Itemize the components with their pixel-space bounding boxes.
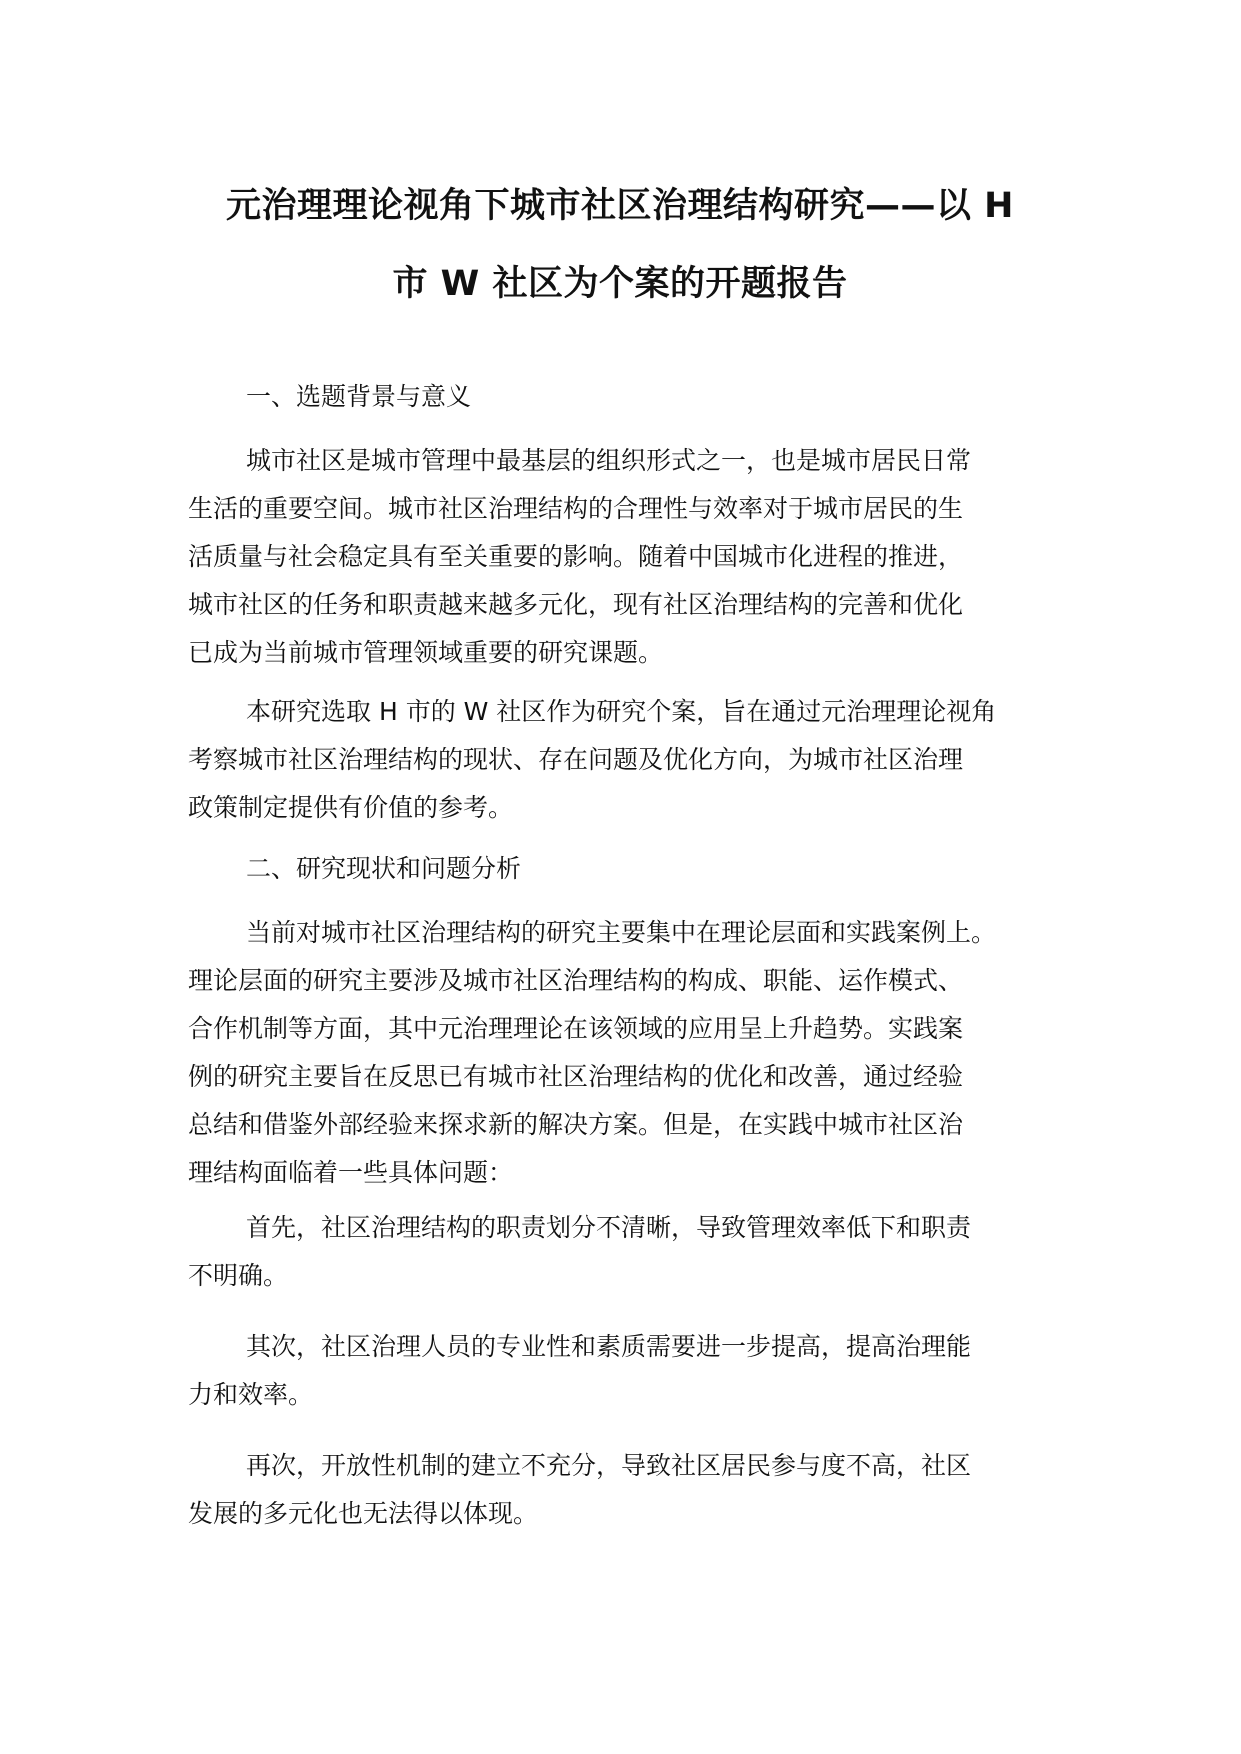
paragraph-line: 总结和借鉴外部经验来探求新的解决方案。但是，在实践中城市社区治 xyxy=(188,1110,964,1139)
paragraph-line: 当前对城市社区治理结构的研究主要集中在理论层面和实践案例上。 xyxy=(246,918,997,947)
paragraph-line: 理结构面临着一些具体问题： xyxy=(188,1158,514,1187)
paragraph-problem-first xyxy=(188,1204,1068,1300)
paragraph-line: 例的研究主要旨在反思已有城市社区治理结构的优化和改善，通过经验 xyxy=(188,1062,964,1091)
paragraph-line: 已成为当前城市管理领域重要的研究课题。 xyxy=(188,638,664,667)
section-heading-status: 二、研究现状和问题分析 xyxy=(246,854,522,883)
paragraph-background xyxy=(188,437,1068,677)
paragraph-line: 考察城市社区治理结构的现状、存在问题及优化方向，为城市社区治理 xyxy=(188,745,964,774)
paragraph-line: 城市社区的任务和职责越来越多元化，现有社区治理结构的完善和优化 xyxy=(188,590,964,619)
paragraph-line: 合作机制等方面，其中元治理理论在该领域的应用呈上升趋势。实践案 xyxy=(188,1014,964,1043)
paragraph-line: 政策制定提供有价值的参考。 xyxy=(188,793,514,822)
paragraph-line: 理论层面的研究主要涉及城市社区治理结构的构成、职能、运作模式、 xyxy=(188,966,964,995)
paragraph-line: 再次，开放性机制的建立不充分，导致社区居民参与度不高，社区 xyxy=(246,1451,972,1480)
paragraph-line: 本研究选取 H 市的 W 社区作为研究个案，旨在通过元治理理论视角 xyxy=(246,697,997,726)
paragraph-line: 不明确。 xyxy=(188,1261,289,1290)
paragraph-purpose xyxy=(188,688,1068,832)
section-heading-background: 一、选题背景与意义 xyxy=(246,382,472,411)
paragraph-research-status xyxy=(188,909,1068,1197)
paragraph-line: 生活的重要空间。城市社区治理结构的合理性与效率对于城市居民的生 xyxy=(188,494,964,523)
paragraph-line: 城市社区是城市管理中最基层的组织形式之一，也是城市居民日常 xyxy=(246,446,972,475)
document-title-line-1: 元治理理论视角下城市社区治理结构研究——以 H xyxy=(226,186,1014,226)
paragraph-line: 活质量与社会稳定具有至关重要的影响。随着中国城市化进程的推进， xyxy=(188,542,964,571)
paragraph-problem-second xyxy=(188,1323,1068,1419)
paragraph-line: 力和效率。 xyxy=(188,1380,314,1409)
paragraph-problem-third xyxy=(188,1442,1068,1538)
paragraph-line: 其次，社区治理人员的专业性和素质需要进一步提高，提高治理能 xyxy=(246,1332,972,1361)
paragraph-line: 发展的多元化也无法得以体现。 xyxy=(188,1499,539,1528)
paragraph-line: 首先，社区治理结构的职责划分不清晰，导致管理效率低下和职责 xyxy=(246,1213,972,1242)
document-title-line-2: 市 W 社区为个案的开题报告 xyxy=(392,264,848,304)
